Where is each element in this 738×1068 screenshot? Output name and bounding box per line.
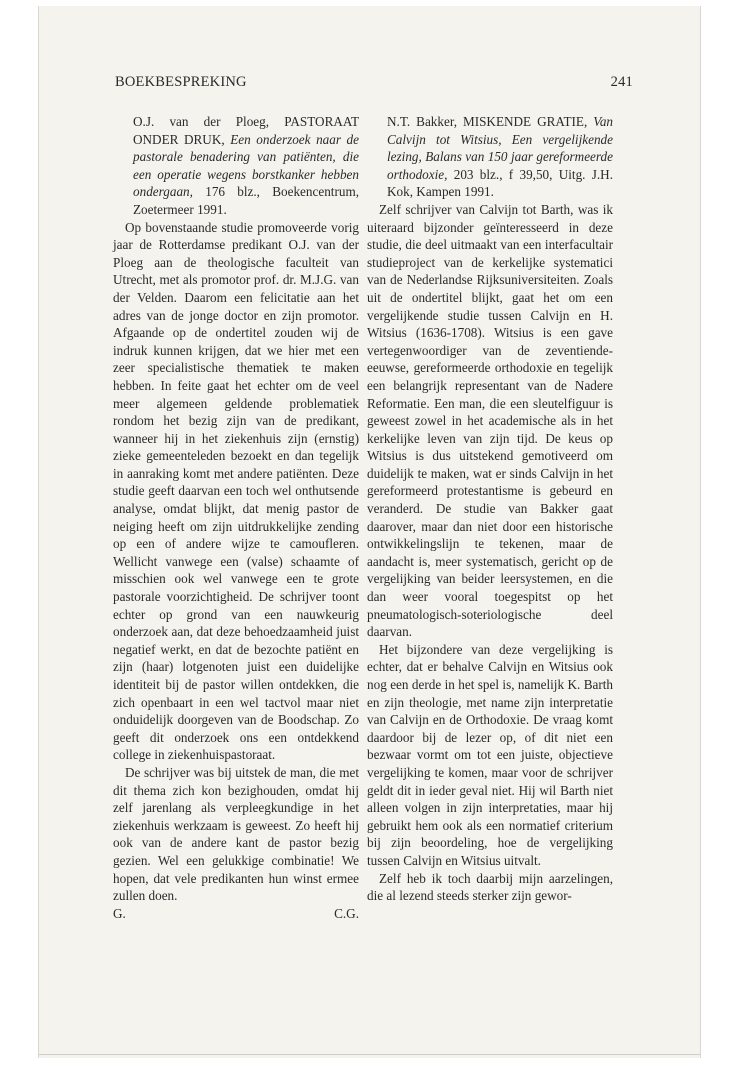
review-subtitle: Een onderzoek naar de pastorale benadering van patiënten, die een operatie wegens borstkanker hebben ondergaan, bbox=[133, 131, 360, 200]
review-subtitle: Van Calvijn tot Witsius, Een vergelijkende lezing, Balans van 150 jaar gereformeerde orthodoxie, bbox=[387, 114, 614, 182]
paragraph: Het bijzondere van deze vergelijking is echter, dat er behalve Calvijn en Witsius ook nog een derde in het spel is, namelijk K. Barth en zijn theologie, met name zijn interpretatie van Calvijn en de Orthodoxie. De vraag komt daardoor bij de lezer op, of dit niet een bezwaar vormt om tot een juiste, objectieve vergelijking te komen, maar voor de schrijver geldt dit in ieder geval niet. Hij wil Barth niet alleen volgen in zijn interpretaties, maar hij gebruikt hem ook als een normatief criterium bij zijn beoordeling, hoe de vergelijking tussen Calvijn en Witsius uitvalt. bbox=[367, 641, 613, 868]
running-header bbox=[115, 74, 633, 91]
signature-author: C.G. bbox=[334, 905, 359, 921]
review-author: N.T. Bakker, bbox=[387, 114, 458, 129]
review-details: 176 blz., Boekencentrum, Zoetermeer 1991. bbox=[133, 184, 360, 217]
right-column bbox=[367, 113, 613, 905]
paragraph: Zelf heb ik toch daarbij mijn aarzelingen, die al lezend steeds sterker zijn gewor- bbox=[367, 870, 613, 904]
page-bottom-rule bbox=[39, 1054, 700, 1055]
signature-line bbox=[113, 905, 359, 923]
page-number: 241 bbox=[610, 74, 633, 90]
paragraph: De schrijver was bij uitstek de man, die met dit thema zich kon bezighouden, omdat hij zelf jarenlang als verpleegkundige in het ziekenhuis werkzaam is geweest. Zo heeft hij ook van de andere kant de pastor bezig gezien. Wel een gelukkige combinatie! We hopen, dat vele predikanten hun winst ermee zullen doen. bbox=[113, 764, 359, 904]
review-title: PASTORAAT ONDER DRUK, bbox=[133, 114, 360, 147]
review-author: O.J. van der Ploeg, bbox=[133, 114, 270, 129]
signature-initial: G. bbox=[113, 905, 126, 921]
review-heading-2 bbox=[367, 113, 613, 201]
section-title: BOEKBESPREKING bbox=[115, 74, 247, 90]
paragraph: Op bovenstaande studie promoveerde vorig jaar de Rotterdamse predikant O.J. van der Ploeg aan de theologische faculteit van Utrecht, met als promotor prof. dr. M.J.G. van der Velden. Daarom een felicitatie aan het adres van de jonge doctor en zijn promotor. Afgaande op de ondertitel zouden wij de indruk kunnen krijgen, dat we hier met een zeer specialistische thematiek te maken hebben. In feite gaat het echter om de veel meer algemeen geldende problematiek rondom het bezig zijn van de predikant, wanneer hij in het ziekenhuis zijn (ernstig) zieke gemeenteleden bezoekt en dan tegelijk in aanraking komt met andere patiënten. Deze studie geeft daarvan een toch wel onthutsende analyse, omdat blijkt, dat menig pastor de neiging heeft om zijn uitdrukkelijke zending op een of andere wijze te camoufleren. Wellicht vanwege een (valse) schaamte of misschien ook wel vanwege een te grote pastorale voorzichtigheid. De schrijver toont echter op grond van een nauwkeurig onderzoek aan, dat deze behoedzaamheid juist negatief werkt, en dat de bezochte patiënt en zijn (haar) lotgenoten juist een duidelijke identiteit bij de pastor willen ontdekken, die zich openbaart in een wel tactvol maar niet onduidelijk doorgeven van de Boodschap. Zo geeft dit onderzoek ons een ontdekkend college in ziekenhuispastoraat. bbox=[113, 219, 359, 763]
review-title: MISKENDE GRATIE, bbox=[462, 114, 588, 129]
review-details: 203 blz., f 39,50, Uitg. J.H. Kok, Kampen 1991. bbox=[387, 166, 614, 200]
paragraph: Zelf schrijver van Calvijn tot Barth, was ik uiteraard bijzonder geïnteresseerd in deze studie, die deel uitmaakt van een interfacultair studieproject van de kerkelijke systematici van de Nederlandse Rijksuniversiteiten. Zoals uit de ondertitel blijkt, gaat het om een vergelijkende studie tussen Calvijn en H. Witsius (1636-1708). Witsius is een gave vertegenwoordiger van de zeventiende-eeuwse, gereformeerde orthodoxie en tegelijk een belangrijk representant van de Nadere Reformatie. Een man, die een sleutelfiguur is geweest zowel in het academische als in het kerkelijke leven van zijn tijd. De keus op Witsius is dus uitstekend gemotiveerd om duidelijk te maken, wat er sinds Calvijn in het gereformeerd protestantisme is gebeurd en veranderd. De studie van Bakker gaat daarover, maar dan niet door een historische ontwikkelingslijn te tekenen, maar de aandacht is, meer systematisch, gericht op de vergelijking van beider leersystemen, en die dan weer vooral toegespitst op het pneumatologisch-soteriologische deel daarvan. bbox=[367, 201, 613, 640]
review-heading-1 bbox=[113, 113, 359, 219]
left-column bbox=[113, 113, 359, 922]
